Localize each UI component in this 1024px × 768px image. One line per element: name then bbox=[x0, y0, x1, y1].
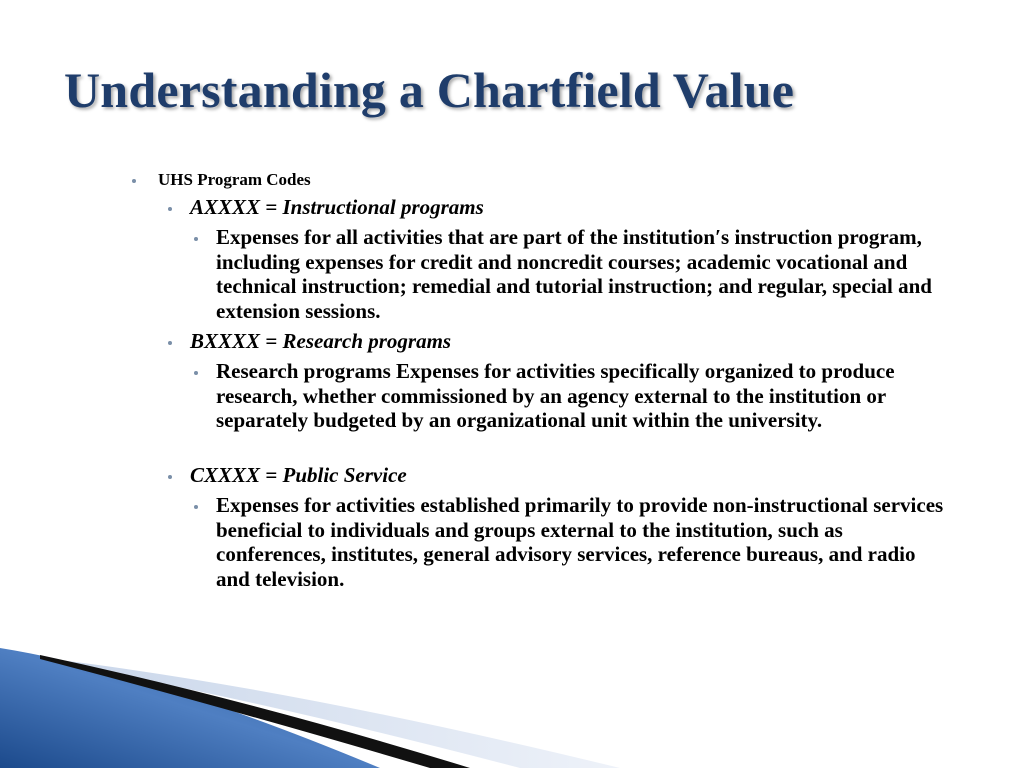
program-code-b-description: Research programs Expenses for activities specifically organized to produce research, whether commissioned by an agency external to the institution or separately budgeted by an organizational unit within the university. bbox=[216, 359, 895, 432]
bullet-dot-icon bbox=[194, 371, 198, 375]
program-code-c-description: Expenses for activities established primarily to provide non-instructional services beneficial to individuals and groups external to the institution, such as conferences, institutes, general advisory services, reference bureaus, and radio and television. bbox=[216, 493, 944, 591]
bullet-dot-icon bbox=[194, 237, 198, 241]
program-code-a-label: AXXXX = Instructional programs bbox=[190, 195, 484, 219]
bullet-dot-icon bbox=[132, 179, 136, 183]
program-code-a-description: Expenses for all activities that are part of the institution′s instruction program, including expenses for credit and noncredit courses; academic vocational and technical instruction; remedial and tutorial instruction; and regular, special and extension sessions. bbox=[216, 225, 932, 323]
section-heading: UHS Program Codes bbox=[158, 170, 311, 189]
slide-title: Understanding a Chartfield Value bbox=[64, 62, 795, 118]
bullet-dot-icon bbox=[168, 207, 172, 211]
bullet-dot-icon bbox=[168, 475, 172, 479]
bullet-dot-icon bbox=[168, 341, 172, 345]
program-code-b-label: BXXXX = Research programs bbox=[190, 329, 452, 353]
bullet-dot-icon bbox=[194, 505, 198, 509]
program-code-c-label: CXXXX = Public Service bbox=[190, 463, 407, 487]
